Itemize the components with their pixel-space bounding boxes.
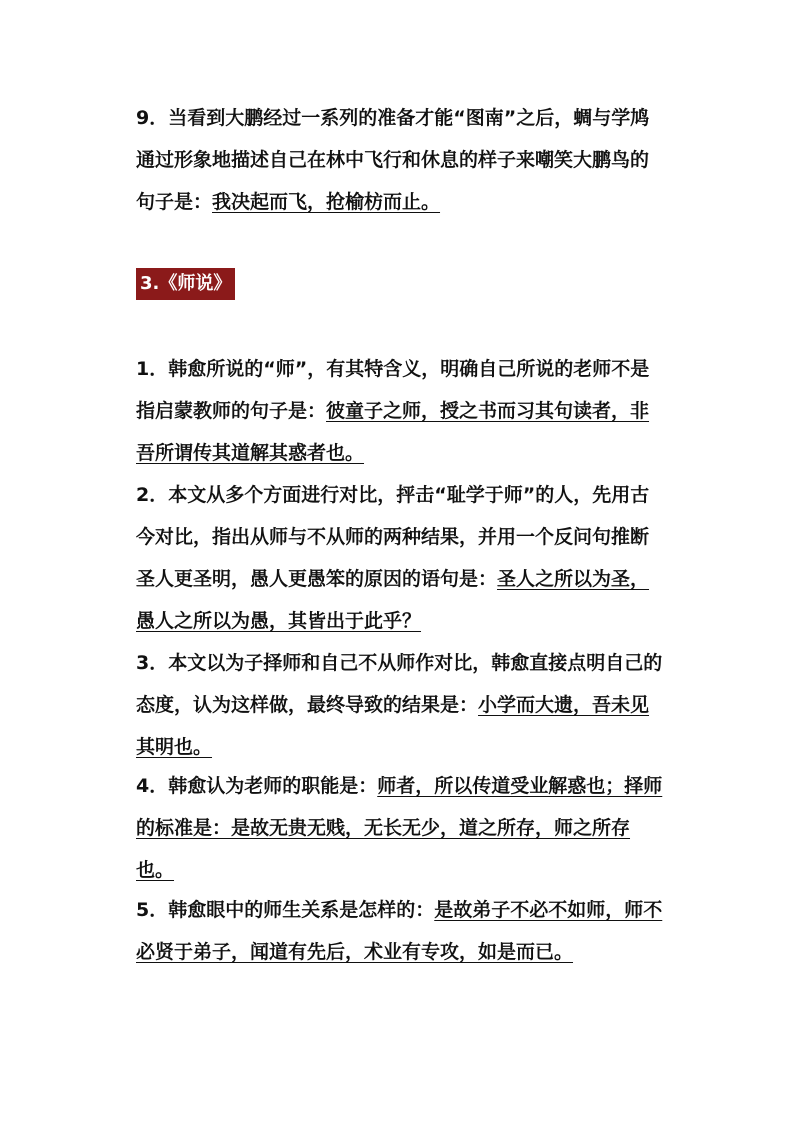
question-1 (136, 348, 666, 474)
question-answer: 我决起而飞，抢榆枋而止。 (212, 191, 441, 213)
question-answer: 师者，所以传道受业解惑也；择师的标准是：是故无贵无贱，无长无少，道之所存，师之所存也。 (136, 775, 663, 881)
section-heading: 3.《师说》 (136, 268, 235, 300)
question-answer: 彼童子之师，授之书而习其句读者，非吾所谓传其道解其惑者也。 (136, 400, 650, 464)
question-3 (136, 642, 666, 768)
question-text: 韩愈眼中的师生关系是怎样的： (168, 899, 435, 921)
question-text: 本文从多个方面进行对比，抨击“耻学于师”的人，先用古今对比，指出从师与不从师的两种结果，并用一个反问句推断圣人更圣明，愚人更愚笨的原因的语句是： (136, 484, 650, 590)
question-text: 韩愈认为老师的职能是： (168, 775, 378, 797)
question-text: 韩愈所说的“师”，有其特含义，明确自己所说的老师不是指启蒙教师的句子是： (136, 358, 650, 422)
intro-question (136, 97, 666, 223)
question-answer: 小学而大遗，吾未见其明也。 (136, 694, 650, 758)
question-2 (136, 474, 666, 642)
question-number: 9． (136, 107, 169, 129)
question-answer: 圣人之所以为圣，愚人之所以为愚，其皆出于此乎？ (136, 568, 650, 632)
question-5 (136, 889, 666, 973)
question-text: 本文以为子择师和自己不从师作对比，韩愈直接点明自己的态度，认为这样做，最终导致的结果是： (136, 652, 663, 716)
question-4 (136, 765, 666, 891)
question-number: 1． (136, 358, 169, 380)
question-answer: 是故弟子不必不如师，师不必贤于弟子，闻道有先后，术业有专攻，如是而已。 (136, 899, 663, 963)
question-number: 4． (136, 775, 169, 797)
question-number: 5． (136, 899, 169, 921)
question-number: 2． (136, 484, 169, 506)
question-number: 3． (136, 652, 169, 674)
question-text: 当看到大鹏经过一系列的准备才能“图南”之后，蜩与学鸠通过形象地描述自己在林中飞行和休息的样子来嘲笑大鹏鸟的句子是： (136, 107, 650, 213)
